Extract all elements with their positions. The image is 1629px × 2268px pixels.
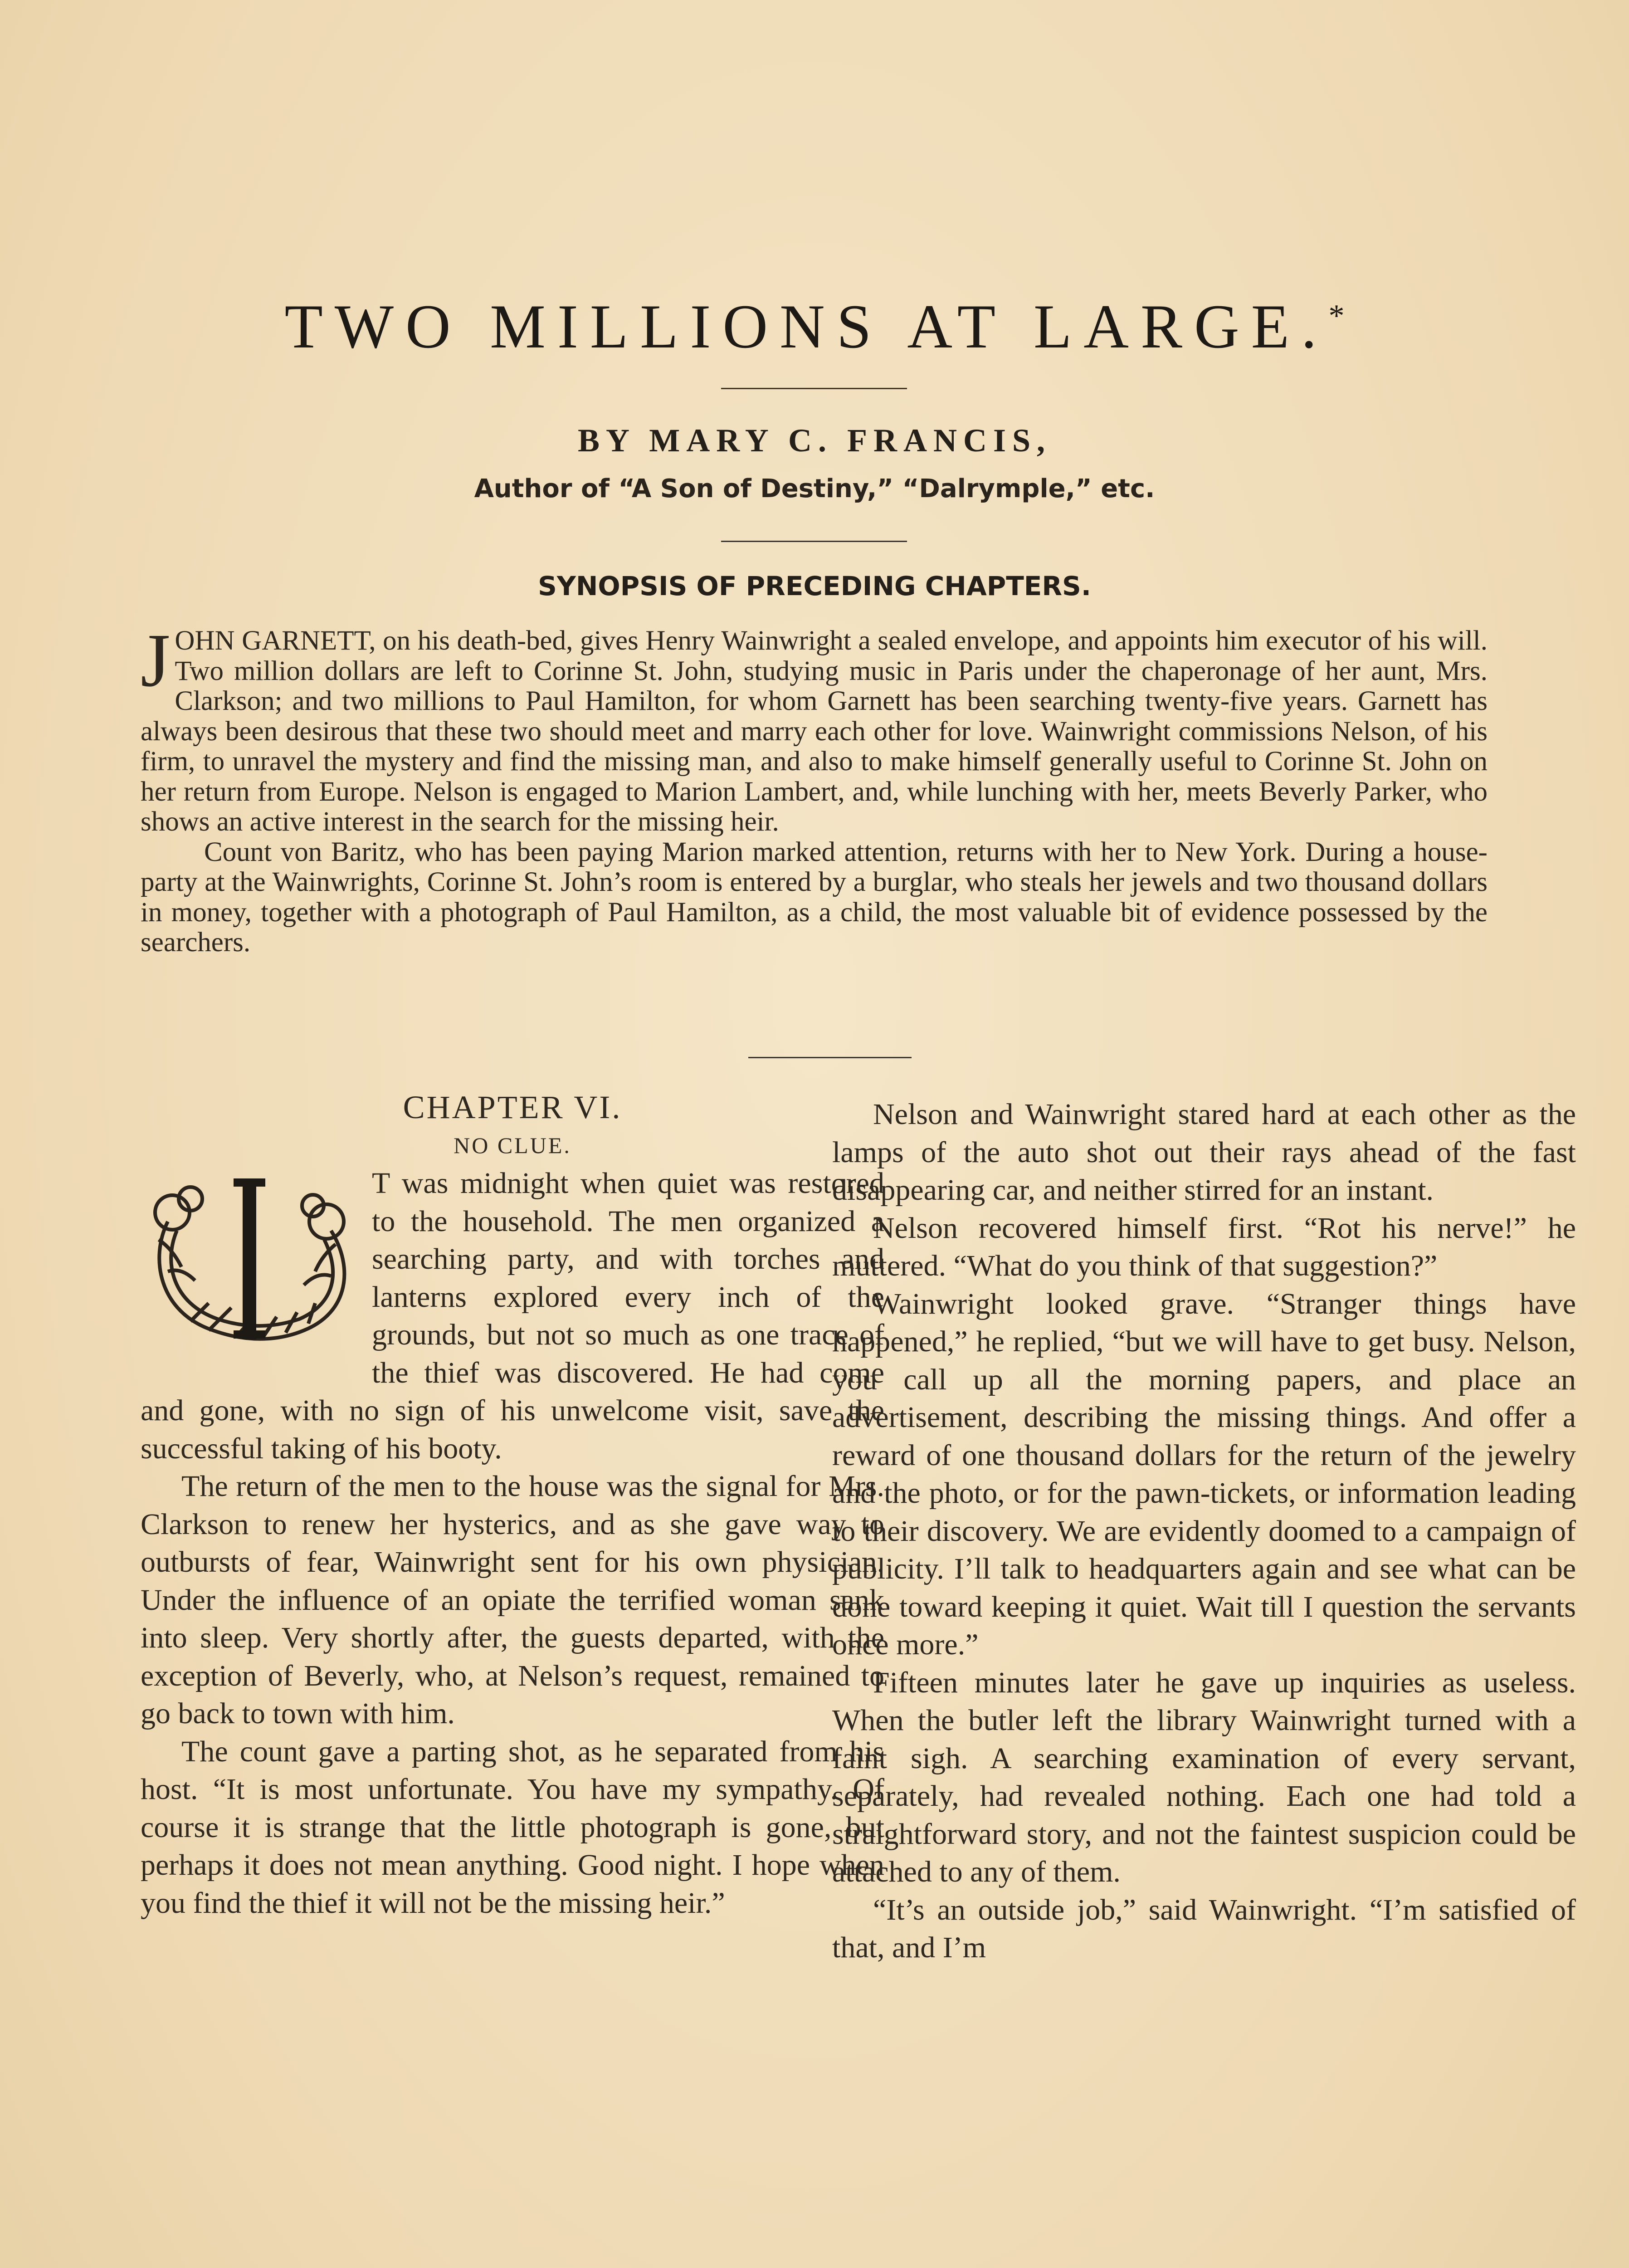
chapter-paragraph-6: Wainwright looked grave. “Stranger things have happened,” he replied, “but we will have to get busy. Nelson, you call up all the morning papers, and place an advertisement, describing the missing things. And offer a reward of one thousand dollars for the return of the jewelry and the photo, or for the pawn-tickets, or information leading to their discovery. We are evidently doomed to a campaign of publicity. I’ll talk to headquarters again and see what can be done toward keeping it quiet. Wait till I question the servants once more.”	[832, 1287, 1576, 1661]
chapter-paragraph-1: T was midnight when quiet was restored to the household. The men organized a searching party, and with torches and lanterns explored every inch of the grounds, but not so much as one trace of the thief was discovered. He had come and gone, with no sign of his unwelcome visit, save the successful taking of his booty.	[141, 1167, 884, 1465]
chapter-paragraph-8: “It’s an outside job,” said Wainwright. “I’m satisfied of that, and I’m	[832, 1893, 1576, 1964]
column-right	[832, 1095, 1576, 1967]
chapter-paragraph-3: The count gave a parting shot, as he separated from his host. “It is most unfortunate. You have my sympathy. Of course it is strange that the little photograph is gone, but perhaps it does not mean anything. Good night. I hope when you find the thief it will not be the missing heir.”	[141, 1735, 884, 1920]
title-rule	[721, 388, 907, 389]
synopsis-paragraph-1: JOHN GARNETT, on his death-bed, gives Henry Wainwright a sealed envelope, and appoints him executor of his will. Two million dollars are left to Corinne St. John, studying music in Paris under the chaperonage of her aunt, Mrs. Clarkson; and two millions to Paul Hamilton, for whom Garnett has been searching twenty-five years. Garnett has always been desirous that these two should meet and marry each other for love. Wainwright commissions Nelson, of his firm, to unravel the mystery and find the missing man, and also to make himself generally useful to Corinne St. John on her return from Europe. Nelson is engaged to Marion Lambert, and, while lunching with her, meets Beverly Parker, who shows an active interest in the search for the missing heir.	[141, 618, 1488, 837]
byline: BY MARY C. FRANCIS,	[577, 422, 1052, 459]
chapter-subtitle: NO CLUE.	[454, 1132, 571, 1158]
synopsis-heading: SYNOPSIS OF PRECEDING CHAPTERS.	[538, 571, 1091, 601]
chapter-paragraph-4: Nelson and Wainwright stared hard at each other as the lamps of the auto shot out their rays ahead of the fast disappearing car, and neither stirred for an instant.	[832, 1098, 1576, 1207]
title-footnote-mark: *	[1328, 298, 1345, 333]
author-credits: Author of “A Son of Destiny,” “Dalrymple,” etc.	[474, 474, 1155, 503]
ornamental-drop-cap-icon	[141, 1167, 358, 1358]
synopsis-text	[141, 618, 1488, 958]
chapter-paragraph-5: Nelson recovered himself first. “Rot his nerve!” he muttered. “What do you think of that suggestion?”	[832, 1211, 1576, 1282]
story-title: TWO MILLIONS AT LARGE.*	[284, 292, 1345, 361]
chapter-title: CHAPTER VI.	[403, 1089, 622, 1125]
chapter-paragraph-2: The return of the men to the house was the signal for Mrs. Clarkson to renew her hysterics, and as she gave way to outbursts of fear, Wainwright sent for his own physician. Under the influence of an opiate the terrified woman sank into sleep. Very shortly after, the guests departed, with the exception of Beverly, who, at Nelson’s request, remained to go back to town with him.	[141, 1470, 884, 1730]
byline-rule	[721, 541, 907, 542]
synopsis-rule	[748, 1057, 912, 1058]
synopsis-drop-cap: J	[141, 618, 171, 703]
synopsis-paragraph-2: Count von Baritz, who has been paying Marion marked attention, returns with her to New York. During a house-party at the Wainwrights, Corinne St. John’s room is entered by a burglar, who steals her jewels and two thousand dollars in money, together with a photograph of Paul Hamilton, as a child, the most valuable bit of evidence possessed by the searchers.	[141, 836, 1488, 958]
column-left	[141, 1089, 884, 1922]
drop-cap-letter-stem	[243, 1181, 256, 1339]
chapter-paragraph-7: Fifteen minutes later he gave up inquiries as useless. When the butler left the library Wainwright turned with a faint sigh. A searching examination of every servant, separately, had revealed nothing. Each one had told a straightforward story, and not the faintest suspicion could be attached to any of them.	[832, 1666, 1576, 1888]
